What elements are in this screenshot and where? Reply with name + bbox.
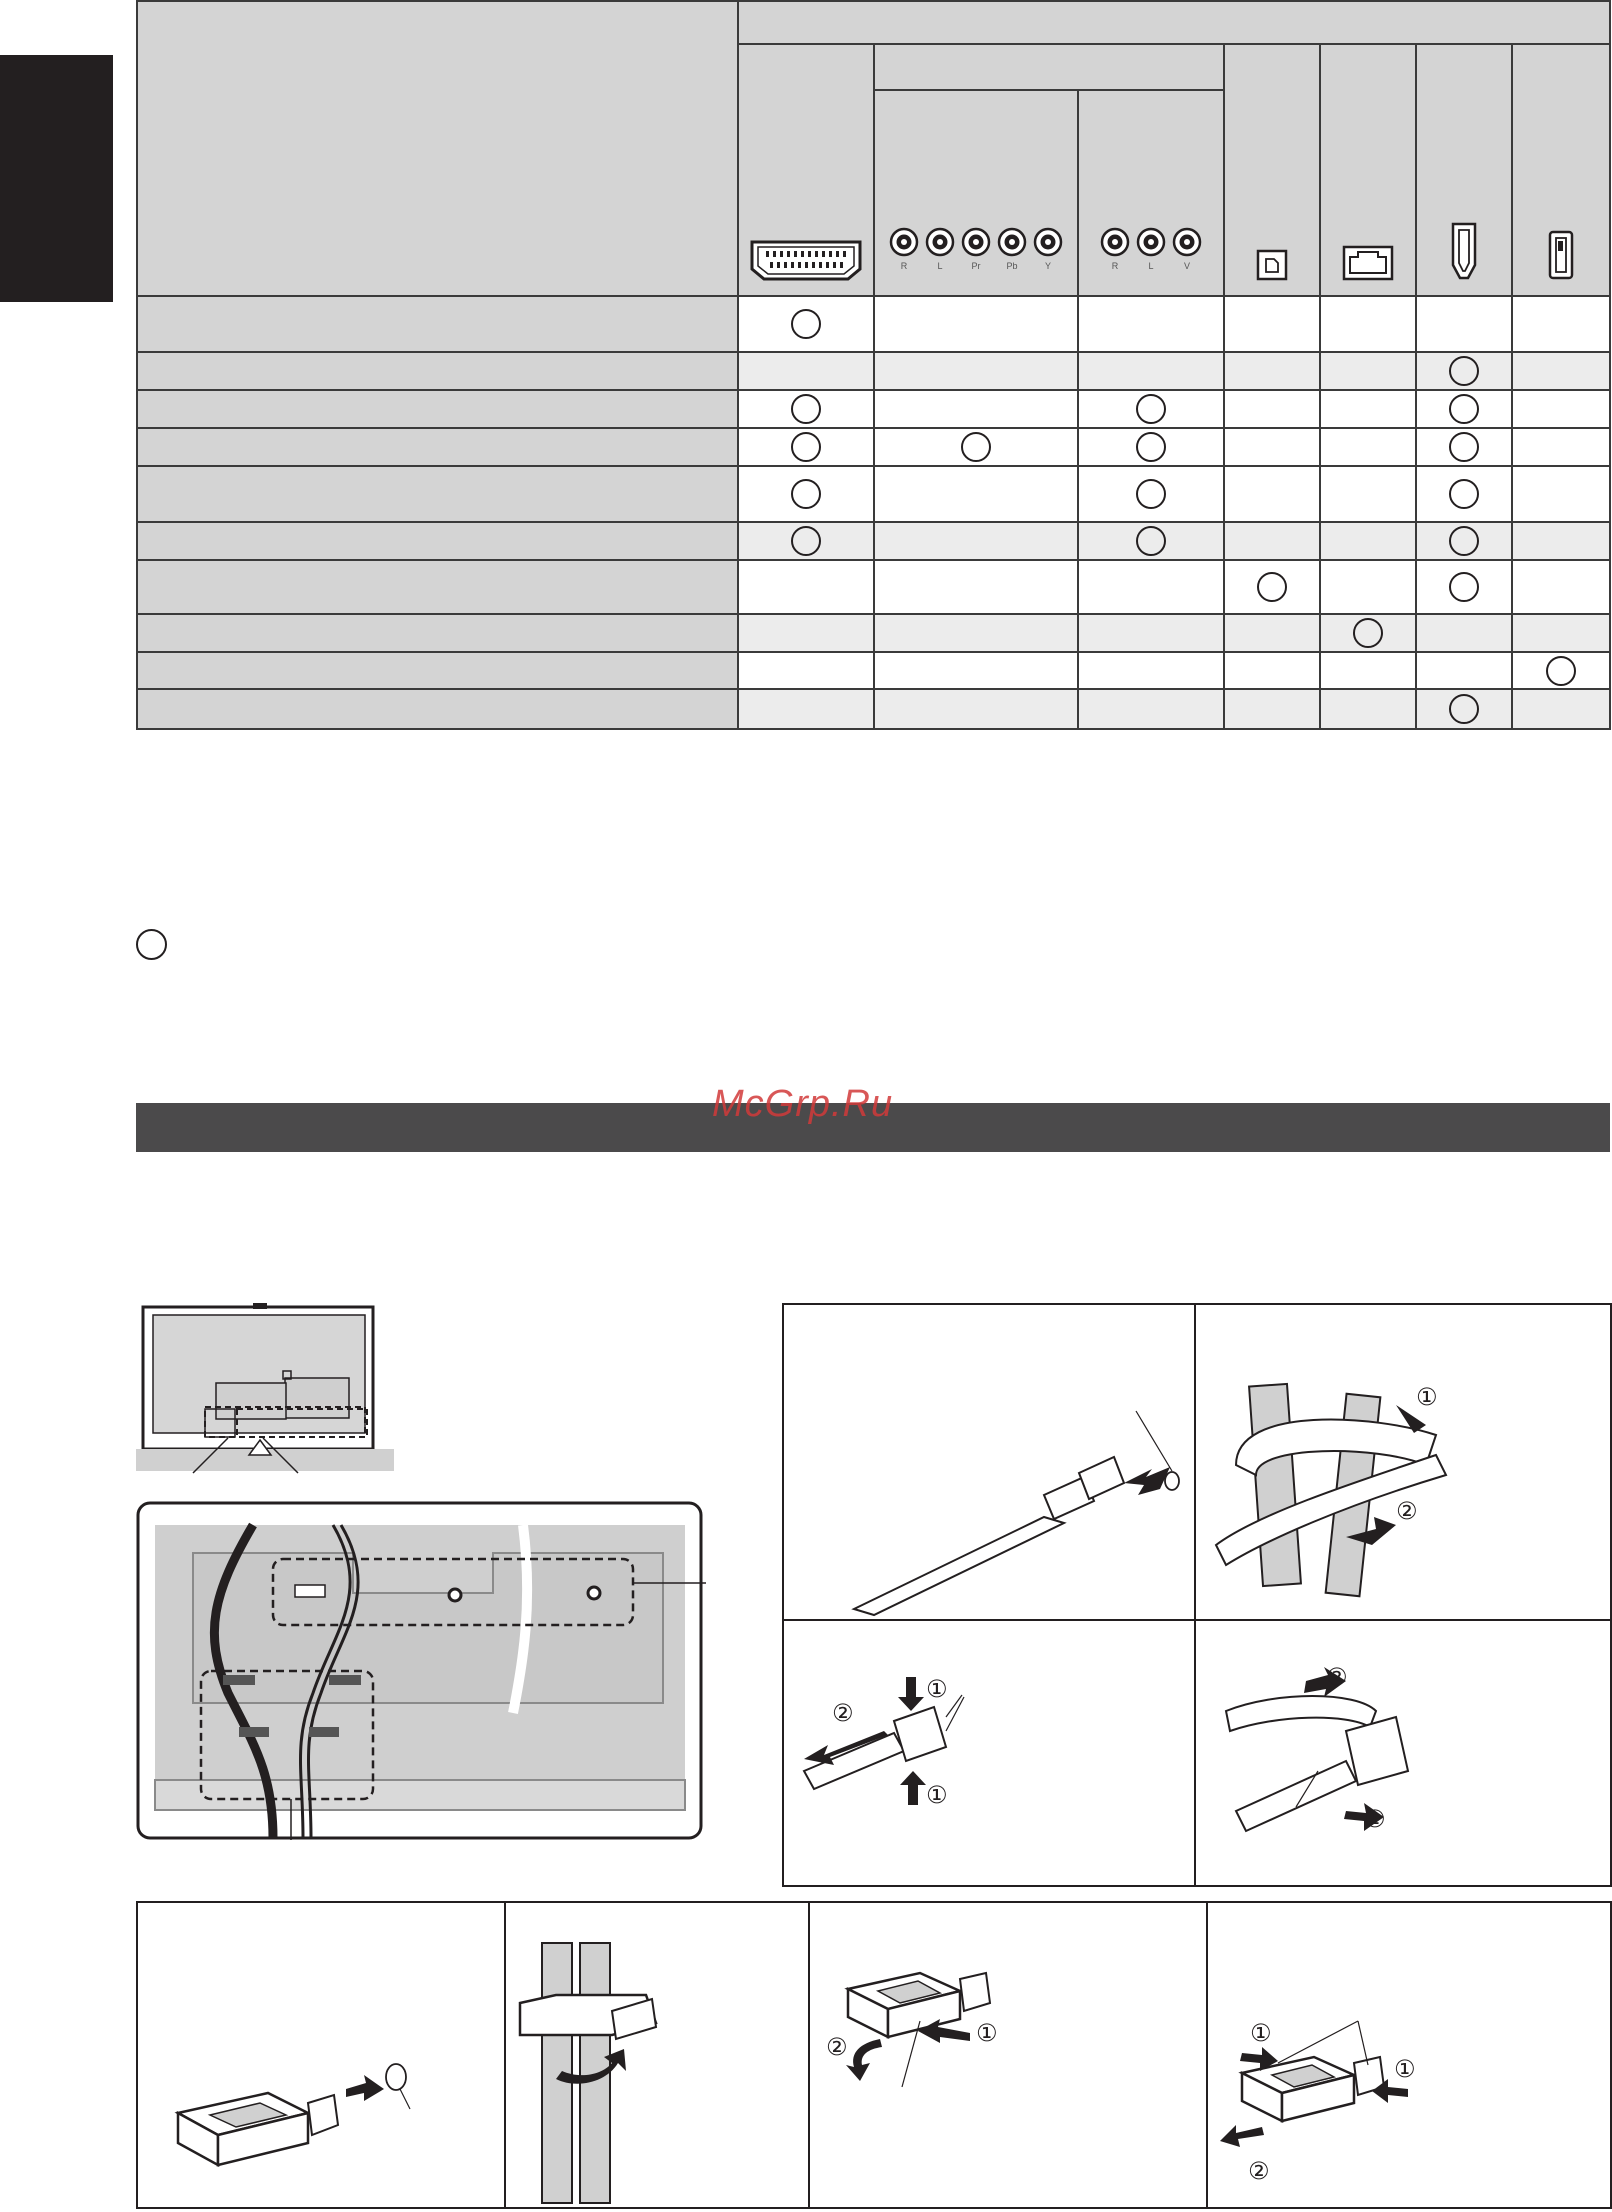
cell-usb [1512, 652, 1610, 689]
cell-optical [1224, 689, 1320, 729]
cell-component [874, 296, 1078, 352]
cable-clamp-panel-3 [808, 1901, 1212, 2209]
cell-hdmi [1416, 614, 1512, 652]
supported-mark-circle-icon [1449, 572, 1479, 602]
cell-lan [1320, 466, 1416, 522]
cell-usb [1512, 296, 1610, 352]
cell-hdmi [1416, 652, 1512, 689]
panel-3-step-1b: ① [926, 1781, 948, 1809]
scart-icon [748, 239, 864, 281]
usb-icon [1547, 229, 1575, 281]
panel-clamp-4-step-1b: ① [1394, 2055, 1416, 2083]
cell-component [874, 652, 1078, 689]
cell-optical [1224, 428, 1320, 466]
device-label-cell [137, 689, 738, 729]
cell-hdmi [1416, 522, 1512, 560]
cell-composite [1078, 652, 1224, 689]
cell-component [874, 428, 1078, 466]
supported-mark-circle-icon [791, 309, 821, 339]
panel-4-step-1: ① [1364, 1805, 1386, 1833]
supported-mark-circle-icon [791, 394, 821, 424]
component-jack [961, 227, 992, 271]
cell-scart [738, 466, 874, 522]
table-row [137, 652, 1610, 689]
cell-scart [738, 689, 874, 729]
cell-component [874, 689, 1078, 729]
cell-usb [1512, 522, 1610, 560]
rca-jack-icon [1100, 227, 1130, 257]
cell-composite [1078, 466, 1224, 522]
component-jack [1033, 227, 1064, 271]
supported-mark-circle-icon [1353, 618, 1383, 648]
component-jack-label: Pb [1006, 261, 1018, 271]
cell-component [874, 390, 1078, 428]
table-row [137, 428, 1610, 466]
optical-icon [1256, 249, 1288, 281]
clamp-unlock-illustration [1208, 1903, 1610, 2207]
cell-lan [1320, 614, 1416, 652]
supported-mark-circle-icon [1449, 694, 1479, 724]
cable-tie-panel-3 [782, 1619, 1200, 1887]
device-label-cell [137, 352, 738, 390]
supported-mark-circle-icon [1257, 572, 1287, 602]
cell-optical [1224, 466, 1320, 522]
composite-jack-label: L [1148, 261, 1154, 271]
cell-lan [1320, 296, 1416, 352]
device-label-cell [137, 466, 738, 522]
cable-clamp-panel-2 [504, 1901, 814, 2209]
cell-scart [738, 652, 874, 689]
table-row [137, 352, 1610, 390]
cell-hdmi [1416, 296, 1512, 352]
supported-mark-circle-icon [1449, 394, 1479, 424]
supported-mark-circle-icon [1449, 479, 1479, 509]
panel-3-step-1a: ① [926, 1675, 948, 1703]
component-header [874, 90, 1078, 296]
table-row [137, 466, 1610, 522]
cell-optical [1224, 522, 1320, 560]
cell-usb [1512, 689, 1610, 729]
composite-header [1078, 90, 1224, 296]
optical-header [1224, 44, 1320, 296]
cell-hdmi [1416, 560, 1512, 614]
table-corner-cell [137, 1, 738, 296]
panel-clamp-3-step-2: ② [826, 2033, 848, 2061]
legend-circle-icon [136, 929, 167, 960]
cell-optical [1224, 652, 1320, 689]
cell-component [874, 560, 1078, 614]
cell-composite [1078, 614, 1224, 652]
cable-clamp-panel-4 [1206, 1901, 1612, 2209]
hdmi-icon [1450, 221, 1478, 281]
cell-scart [738, 560, 874, 614]
usb-header [1512, 44, 1610, 296]
cell-composite [1078, 522, 1224, 560]
rca-jack-icon [1136, 227, 1166, 257]
cell-component [874, 614, 1078, 652]
supported-mark-circle-icon [1136, 479, 1166, 509]
table-row [137, 296, 1610, 352]
panel-4-step-2: ② [1326, 1663, 1348, 1691]
panel-2-step-2: ② [1396, 1497, 1418, 1525]
panel-3-step-2: ② [832, 1699, 854, 1727]
rca-jack-icon [1033, 227, 1063, 257]
device-label-cell [137, 652, 738, 689]
cable-clamp-panel-1 [136, 1901, 510, 2209]
panel-clamp-3-step-1: ① [976, 2019, 998, 2047]
rca-jack-icon [925, 227, 955, 257]
cable-tie-panel-4 [1194, 1619, 1612, 1887]
supported-mark-circle-icon [1546, 656, 1576, 686]
supported-mark-circle-icon [1136, 526, 1166, 556]
cell-component [874, 522, 1078, 560]
cell-optical [1224, 614, 1320, 652]
component-jack [925, 227, 956, 271]
tv-rear-illustration [133, 1303, 706, 1840]
supported-mark-circle-icon [791, 432, 821, 462]
cell-lan [1320, 652, 1416, 689]
cell-scart [738, 428, 874, 466]
panel-clamp-4-step-1a: ① [1250, 2019, 1272, 2047]
table-row [137, 390, 1610, 428]
composite-jack-label: V [1183, 261, 1190, 271]
lan-header [1320, 44, 1416, 296]
composite-jack [1172, 227, 1203, 271]
cell-lan [1320, 689, 1416, 729]
cell-hdmi [1416, 352, 1512, 390]
supported-mark-circle-icon [791, 526, 821, 556]
cable-tie-panel-1 [782, 1303, 1200, 1625]
panel-2-step-1: ① [1416, 1383, 1438, 1411]
cell-scart [738, 390, 874, 428]
cell-component [874, 352, 1078, 390]
device-label-cell [137, 390, 738, 428]
component-jack-label: R [900, 261, 908, 271]
cell-composite [1078, 390, 1224, 428]
device-label-cell [137, 614, 738, 652]
cable-tie-attach-illustration [784, 1305, 1198, 1623]
rca-jack-icon [997, 227, 1027, 257]
cell-lan [1320, 352, 1416, 390]
component-jack [889, 227, 920, 271]
hdmi-header [1416, 44, 1512, 296]
cell-scart [738, 352, 874, 390]
supported-mark-circle-icon [791, 479, 821, 509]
chapter-tab [0, 55, 113, 302]
clamp-release-illustration [810, 1903, 1210, 2207]
cell-lan [1320, 428, 1416, 466]
cell-usb [1512, 560, 1610, 614]
device-label-cell [137, 560, 738, 614]
supported-mark-circle-icon [1449, 526, 1479, 556]
cell-scart [738, 296, 874, 352]
component-jack-label: Y [1044, 261, 1051, 271]
table-row [137, 614, 1610, 652]
rca-jack-icon [1172, 227, 1202, 257]
cell-hdmi [1416, 689, 1512, 729]
scart-header [738, 44, 874, 296]
cell-usb [1512, 390, 1610, 428]
cell-usb [1512, 352, 1610, 390]
supported-mark-circle-icon [1449, 432, 1479, 462]
terminal-header [738, 1, 1610, 44]
cell-component [874, 466, 1078, 522]
device-label-cell [137, 428, 738, 466]
component-jack-label: Pr [971, 261, 981, 271]
cell-composite [1078, 689, 1224, 729]
cable-tie-panel-2 [1194, 1303, 1612, 1625]
watermark: McGrp.Ru [712, 1083, 894, 1125]
connection-table [136, 0, 1611, 730]
clamp-hook-illustration [506, 1903, 812, 2207]
device-label-cell [137, 296, 738, 352]
cell-composite [1078, 296, 1224, 352]
cell-optical [1224, 296, 1320, 352]
supported-mark-circle-icon [1136, 394, 1166, 424]
table-row [137, 522, 1610, 560]
table-row [137, 689, 1610, 729]
cell-hdmi [1416, 466, 1512, 522]
cell-optical [1224, 560, 1320, 614]
composite-jack [1100, 227, 1131, 271]
cable-tie-loosen-illustration [1196, 1621, 1610, 1885]
av-group-header [874, 44, 1224, 90]
cell-scart [738, 522, 874, 560]
cell-lan [1320, 390, 1416, 428]
cell-usb [1512, 428, 1610, 466]
composite-jack [1136, 227, 1167, 271]
rca-jack-icon [961, 227, 991, 257]
clamp-attach-illustration [138, 1903, 508, 2207]
cable-tie-wrap-illustration [1196, 1305, 1610, 1623]
device-label-cell [137, 522, 738, 560]
cell-scart [738, 614, 874, 652]
cell-usb [1512, 466, 1610, 522]
table-row [137, 560, 1610, 614]
component-jack-label: L [937, 261, 943, 271]
cell-composite [1078, 560, 1224, 614]
cell-lan [1320, 560, 1416, 614]
cell-lan [1320, 522, 1416, 560]
lan-icon [1342, 245, 1394, 281]
cable-tie-release-illustration [784, 1621, 1198, 1885]
cell-composite [1078, 352, 1224, 390]
rca-jack-icon [889, 227, 919, 257]
cell-hdmi [1416, 428, 1512, 466]
cell-usb [1512, 614, 1610, 652]
cell-hdmi [1416, 390, 1512, 428]
supported-mark-circle-icon [961, 432, 991, 462]
component-jack [997, 227, 1028, 271]
panel-clamp-4-step-2: ② [1248, 2157, 1270, 2185]
cell-optical [1224, 390, 1320, 428]
supported-mark-circle-icon [1449, 356, 1479, 386]
cell-composite [1078, 428, 1224, 466]
cell-optical [1224, 352, 1320, 390]
supported-mark-circle-icon [1136, 432, 1166, 462]
composite-jack-label: R [1111, 261, 1119, 271]
